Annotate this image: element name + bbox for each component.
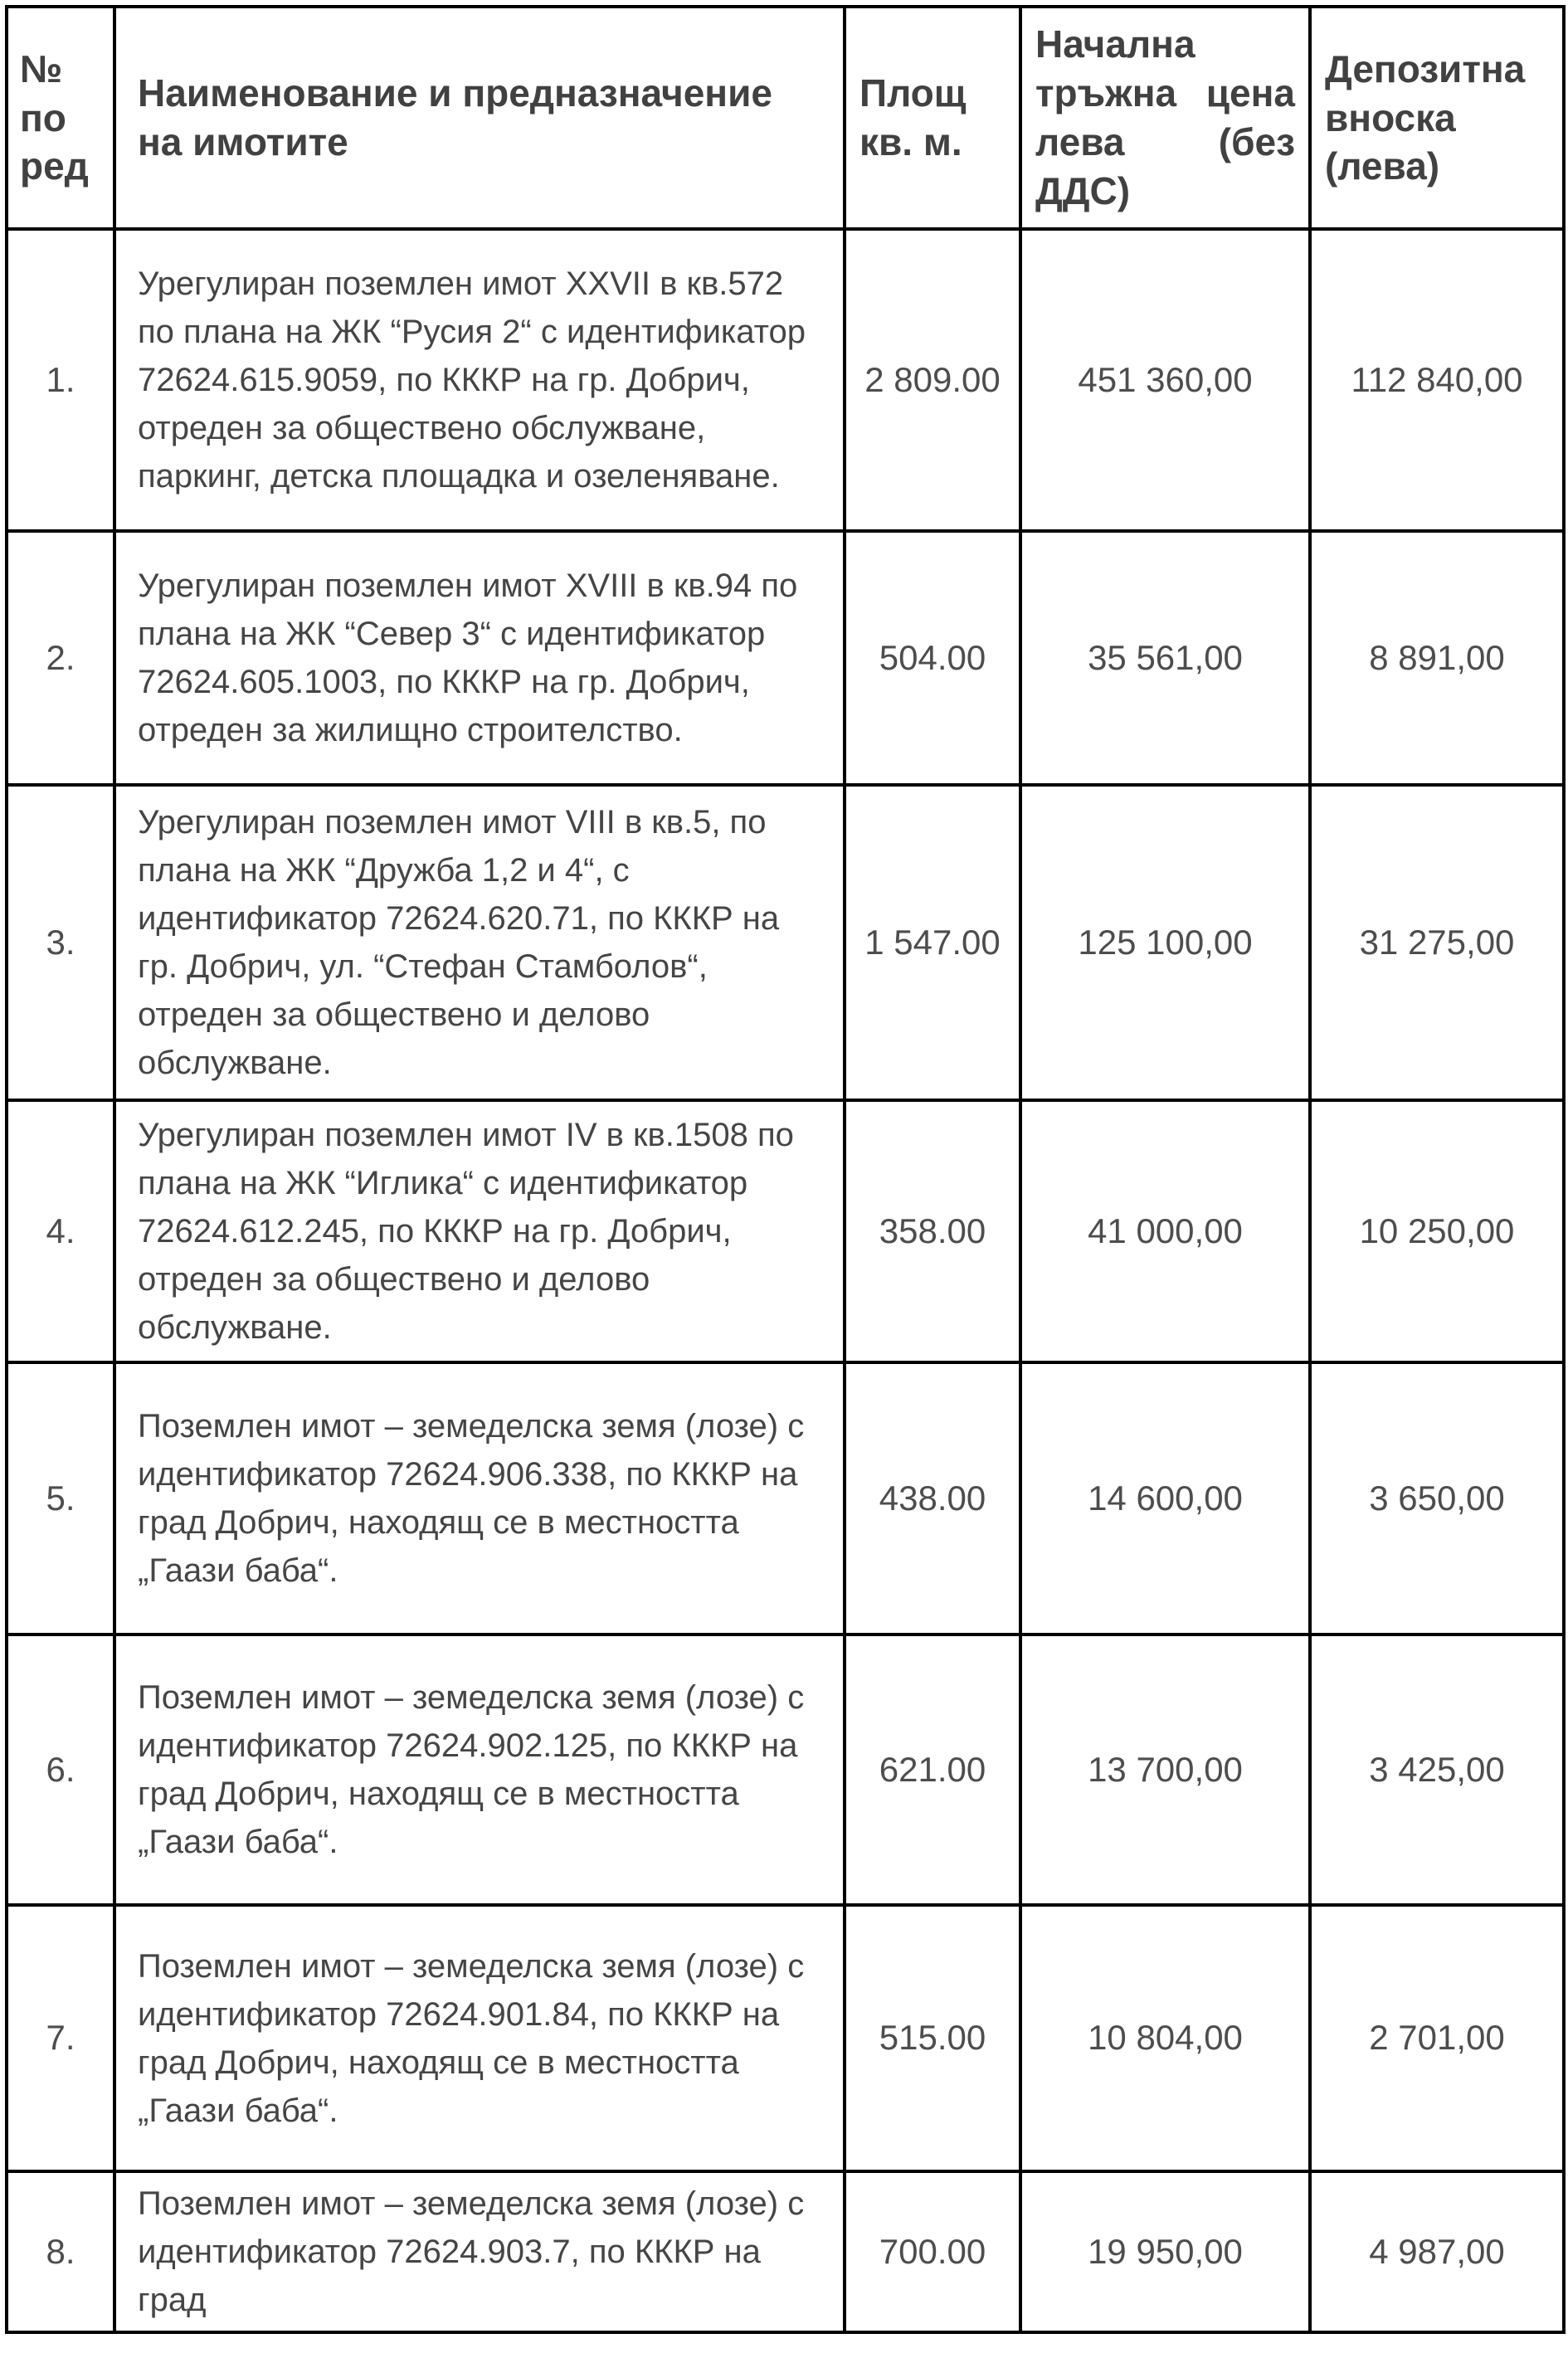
property-description-cell: Поземлен имот – земеделска земя (лозе) с идентификатор 72624.903.7, по КККР на град [114, 2171, 845, 2332]
column-header-area: Площ кв. м. [845, 7, 1020, 229]
area-cell: 504.00 [845, 531, 1020, 785]
deposit-cell: 4 987,00 [1310, 2171, 1564, 2332]
table-body [7, 229, 1564, 2332]
area-cell: 358.00 [845, 1100, 1020, 1362]
table-row [7, 1100, 1564, 1362]
starting-price-cell: 41 000,00 [1020, 1100, 1310, 1362]
deposit-cell: 31 275,00 [1310, 785, 1564, 1100]
deposit-cell: 10 250,00 [1310, 1100, 1564, 1362]
starting-price-cell: 13 700,00 [1020, 1635, 1310, 1905]
area-cell: 1 547.00 [845, 785, 1020, 1100]
area-cell: 2 809.00 [845, 229, 1020, 531]
area-cell: 438.00 [845, 1362, 1020, 1635]
property-description-cell: Поземлен имот – земеделска земя (лозе) с идентификатор 72624.906.338, по КККР на град Добрич, находящ се в местността „Гаази баба“. [114, 1362, 845, 1635]
property-description-cell: Урегулиран поземлен имот XVIII в кв.94 по плана на ЖК “Север 3“ с идентификатор 72624.605.1003, по КККР на гр. Добрич, отреден за жилищно строителство. [114, 531, 845, 785]
header-row [7, 7, 1564, 229]
starting-price-cell: 125 100,00 [1020, 785, 1310, 1100]
property-description-cell: Урегулиран поземлен имот XXVII в кв.572 по плана на ЖК “Русия 2“ с идентификатор 72624.615.9059, по КККР на гр. Добрич, отреден за обществено обслужване, паркинг, детска площадка и озеленяване. [114, 229, 845, 531]
table-row [7, 785, 1564, 1100]
starting-price-cell: 10 804,00 [1020, 1905, 1310, 2171]
property-description-cell: Поземлен имот – земеделска земя (лозе) с идентификатор 72624.902.125, по КККР на град Добрич, находящ се в местността „Гаази баба“. [114, 1635, 845, 1905]
area-cell: 700.00 [845, 2171, 1020, 2332]
row-number-cell: 5. [7, 1362, 114, 1635]
column-header-deposit: Депозитна вноска (лева) [1310, 7, 1564, 229]
column-header-starting-price: Начална тръжна цена лева (без ДДС) [1020, 7, 1310, 229]
column-header-property-name: Наименование и предназначение на имотите [114, 7, 845, 229]
table-row [7, 531, 1564, 785]
table-row [7, 2171, 1564, 2332]
deposit-cell: 3 425,00 [1310, 1635, 1564, 1905]
table-row [7, 1905, 1564, 2171]
deposit-cell: 3 650,00 [1310, 1362, 1564, 1635]
property-description-cell: Урегулиран поземлен имот IV в кв.1508 по плана на ЖК “Иглика“ с идентификатор 72624.612.245, по КККР на гр. Добрич, отреден за обществено и делово обслужване. [114, 1100, 845, 1362]
area-cell: 621.00 [845, 1635, 1020, 1905]
area-cell: 515.00 [845, 1905, 1020, 2171]
row-number-cell: 3. [7, 785, 114, 1100]
table-row [7, 229, 1564, 531]
row-number-cell: 6. [7, 1635, 114, 1905]
row-number-cell: 7. [7, 1905, 114, 2171]
property-description-cell: Поземлен имот – земеделска земя (лозе) с идентификатор 72624.901.84, по КККР на град Добрич, находящ се в местността „Гаази баба“. [114, 1905, 845, 2171]
deposit-cell: 2 701,00 [1310, 1905, 1564, 2171]
table-row [7, 1635, 1564, 1905]
row-number-cell: 1. [7, 229, 114, 531]
deposit-cell: 112 840,00 [1310, 229, 1564, 531]
column-header-row-number: № по ред [7, 7, 114, 229]
row-number-cell: 8. [7, 2171, 114, 2332]
table-row [7, 1362, 1564, 1635]
deposit-cell: 8 891,00 [1310, 531, 1564, 785]
properties-auction-table [5, 5, 1566, 2334]
starting-price-cell: 14 600,00 [1020, 1362, 1310, 1635]
table-header [7, 7, 1564, 229]
row-number-cell: 2. [7, 531, 114, 785]
starting-price-cell: 19 950,00 [1020, 2171, 1310, 2332]
starting-price-cell: 35 561,00 [1020, 531, 1310, 785]
property-description-cell: Урегулиран поземлен имот VIII в кв.5, по плана на ЖК “Дружба 1,2 и 4“, с идентификатор 72624.620.71, по КККР на гр. Добрич, ул. “Стефан Стамболов“, отреден за обществено и делово обслужване. [114, 785, 845, 1100]
starting-price-cell: 451 360,00 [1020, 229, 1310, 531]
row-number-cell: 4. [7, 1100, 114, 1362]
